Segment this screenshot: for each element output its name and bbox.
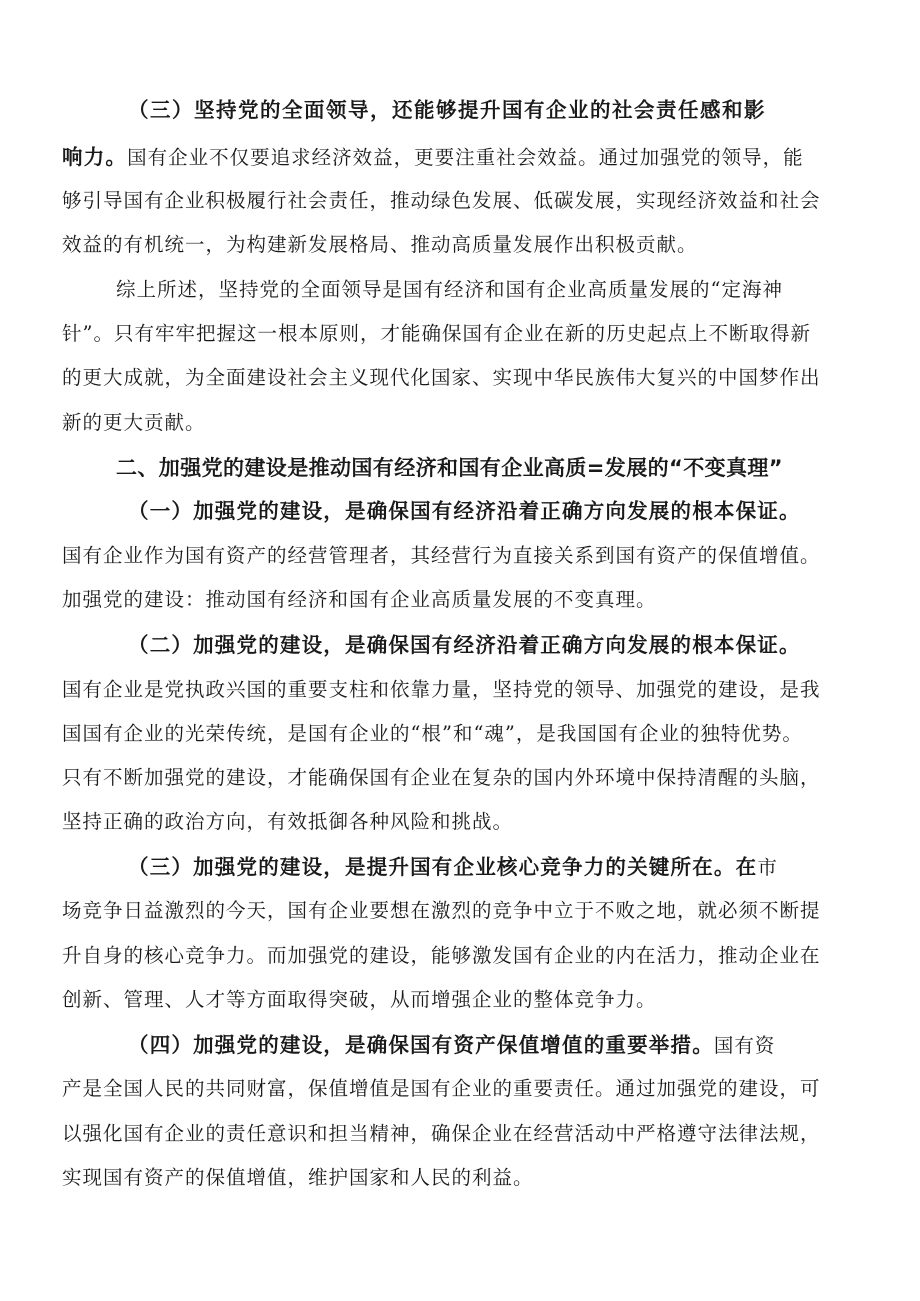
summary-line-4: 新的更大贡献。 xyxy=(62,411,206,434)
summary-line-3: 的更大成就，为全面建设社会主义现代化国家、实现中华民族伟大复兴的中国梦作出 xyxy=(62,366,821,389)
section-two-p1-line-1: 国有企业作为国有资产的经营管理者，其经营行为直接关系到国有资产的保值增值。 xyxy=(62,544,821,567)
section-two-p2-line-1: 国有企业是党执政兴国的重要支柱和依靠力量，坚持党的领导、加强党的建设，是我 xyxy=(62,678,821,701)
section-two-p2-line-2: 国国有企业的光荣传统，是国有企业的“根”和“魂”，是我国国有企业的独特优势。 xyxy=(62,722,803,745)
section-two-p3-title-rest: 市 xyxy=(757,856,778,879)
summary-line-2: 针”。只有牢牢把握这一根本原则，才能确保国有企业在新的历史起点上不断取得新 xyxy=(62,322,811,345)
section-two-p4-line-1: 产是全国人民的共同财富，保值增值是国有企业的重要责任。通过加强党的建设，可 xyxy=(62,1077,821,1100)
section-two-p1-title: （一）加强党的建设，是确保国有经济沿着正确方向发展的根本保证。 xyxy=(128,499,801,523)
section-two-heading: 二、加强党的建设是推动国有经济和国有企业高质=发展的“不变真理” xyxy=(116,456,783,480)
section-two-p4-title: （四）加强党的建设，是确保国有资产保值增值的重要举措。 xyxy=(128,1033,714,1057)
section-two-p3-line-1: 场竞争日益激烈的今天，国有企业要想在激烈的竞争中立于不败之地，就必须不断提 xyxy=(62,899,821,922)
section3-prev-title-line: （三）坚持党的全面领导，还能够提升国有企业的社会责任感和影 xyxy=(128,98,766,122)
section3-prev-line-3: 够引导国有企业积极履行社会责任，推动绿色发展、低碳发展，实现经济效益和社会 xyxy=(62,189,821,212)
section3-prev-line-2-rest: 国有企业不仅要追求经济效益，更要注重社会效益。通过加强党的领导，能 xyxy=(127,146,804,169)
section-two-p4-title-rest: 国有资 xyxy=(713,1034,776,1057)
section-two-p2-line-3: 只有不断加强党的建设，才能确保国有企业在复杂的国内外环境中保持清醒的头脑， xyxy=(62,766,821,789)
section-two-p3-line-2: 升自身的核心竞争力。而加强党的建设，能够激发国有企业的内在活力，推动企业在 xyxy=(62,944,821,967)
section-two-p4-title-line xyxy=(128,1031,775,1060)
section-two-p1-line-2: 加强党的建设：推动国有经济和国有企业高质量发展的不变真理。 xyxy=(62,588,657,611)
section-two-p3-line-3: 创新、管理、人才等方面取得突破，从而增强企业的整体竞争力。 xyxy=(62,988,657,1011)
section-two-p2-line-4: 坚持正确的政治方向，有效抵御各种风险和挑战。 xyxy=(62,810,514,833)
section3-prev-line-2 xyxy=(62,143,804,172)
section3-prev-line-4: 效益的有机统一，为构建新发展格局、推动高质量发展作出积极贡献。 xyxy=(62,233,698,256)
section-two-p3-title-line xyxy=(128,853,778,882)
summary-line-1: 综上所述，坚持党的全面领导是国有经济和国有企业高质量发展的“定海神 xyxy=(116,278,783,301)
section3-prev-line-2-bold: 响力。 xyxy=(62,145,128,169)
section-two-p3-title: （三）加强党的建设，是提升国有企业核心竞争力的关键所在。在 xyxy=(128,855,758,879)
section-two-p4-line-2: 以强化国有企业的责任意识和担当精神，确保企业在经营活动中严格遵守法律法规， xyxy=(62,1122,821,1145)
section-two-p2-title: （二）加强党的建设，是确保国有经济沿着正确方向发展的根本保证。 xyxy=(128,633,801,657)
section-two-p4-line-3: 实现国有资产的保值增值，维护国家和人民的利益。 xyxy=(62,1166,534,1189)
